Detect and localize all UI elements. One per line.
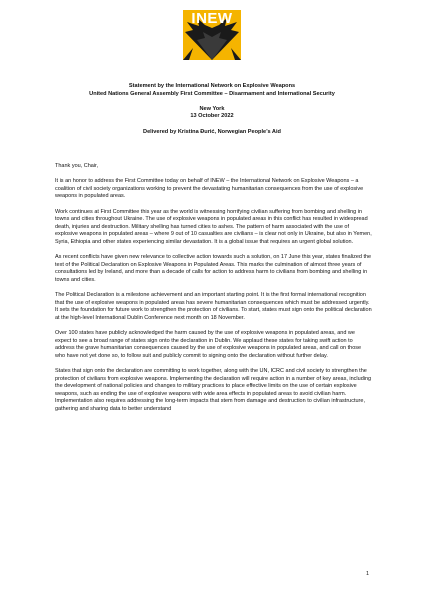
statement-date: 13 October 2022	[190, 113, 234, 120]
page-number: 1	[366, 571, 370, 577]
statement-title: Statement by the International Network on Explosive Weapons	[128, 83, 296, 89]
statement-body	[55, 163, 372, 421]
inew-logo	[183, 10, 241, 60]
paragraph: As recent conflicts have given new relevance to collective action towards such a solution, on 17 June this year, states finalized the text of the Political Declaration on Explosive Weapons in Populated Areas. This marks the culmination of almost three years of consultations led by Ireland, and more than a decade of calls for action to address harm to civilians from bombing and shelling in towns and cities.	[55, 254, 372, 283]
statement-speaker: Delivered by Kristina Đurić, Norwegian People’s Aid	[143, 128, 281, 135]
paragraph: Thank you, Chair,	[55, 163, 99, 169]
paragraph: The Political Declaration is a milestone achievement and an important starting point. It is the first formal international recognition that the use of explosive weapons in populated areas has severe humanitarian consequences which must be addressed urgently. It sets the foundation for future work to strengthen the protection of civilians. To start, states must sign onto the political declaration at the high-level International Dublin Conference next month on 18 November.	[55, 292, 372, 321]
paragraph: Over 100 states have publicly acknowledged the harm caused by the use of explosive weapons in populated areas, and we expect to see a broad range of states sign onto the declaration in Dublin. We applaud these states for taking swift action to address the grave humanitarian consequences caused by the use of explosive weapons in populated areas, and call on those who have not yet done so, to follow suit and publicly commit to signing onto the declaration without further delay.	[55, 330, 362, 359]
statement-subtitle: United Nations General Assembly First Committee – Disarmament and International Security	[89, 90, 335, 97]
paragraph: States that sign onto the declaration are committing to work together, along with the UN, ICRC and civil society to strengthen the protection of civilians from explosive weapons. Implementing the declaration will require action in a number of key areas, including the development of national policies and changes to military practices to place effective limits on the use of certain explosive weapons, such as ending the use of explosive weapons with wide area effects in populated areas to avoid civilian harm. Implementation also requires addressing the long-term impacts that stem from damage and destruction to civilian infrastructure, gathering and sharing data to better understand	[55, 368, 372, 412]
paragraph: It is an honor to address the First Committee today on behalf of INEW – the International Network on Explosive Weapons – a coalition of civil society organizations working to prevent the devastating humanitarian consequences from the use of explosive weapons in populated areas.	[55, 178, 364, 200]
paragraph: Work continues at First Committee this year as the world is witnessing horrifying civilian suffering from bombing and shelling in towns and cities throughout Ukraine. The use of explosive weapons in populated areas in this conflict has resulted in widespread death, injuries and destruction. Military shelling has turned cities to ashes. The pattern of harm associated with the use of explosive weapons in populated areas – where 9 out of 10 casualties are civilians – is clear not only in Ukraine, but also in Yemen, Syria, Ethiopia and other states experiencing similar devastation. It is a global issue that requires an urgent global solution.	[55, 208, 372, 245]
statement-location: New York	[199, 105, 225, 112]
statement-header	[20, 83, 404, 136]
logo-wordmark: INEW	[191, 10, 233, 27]
